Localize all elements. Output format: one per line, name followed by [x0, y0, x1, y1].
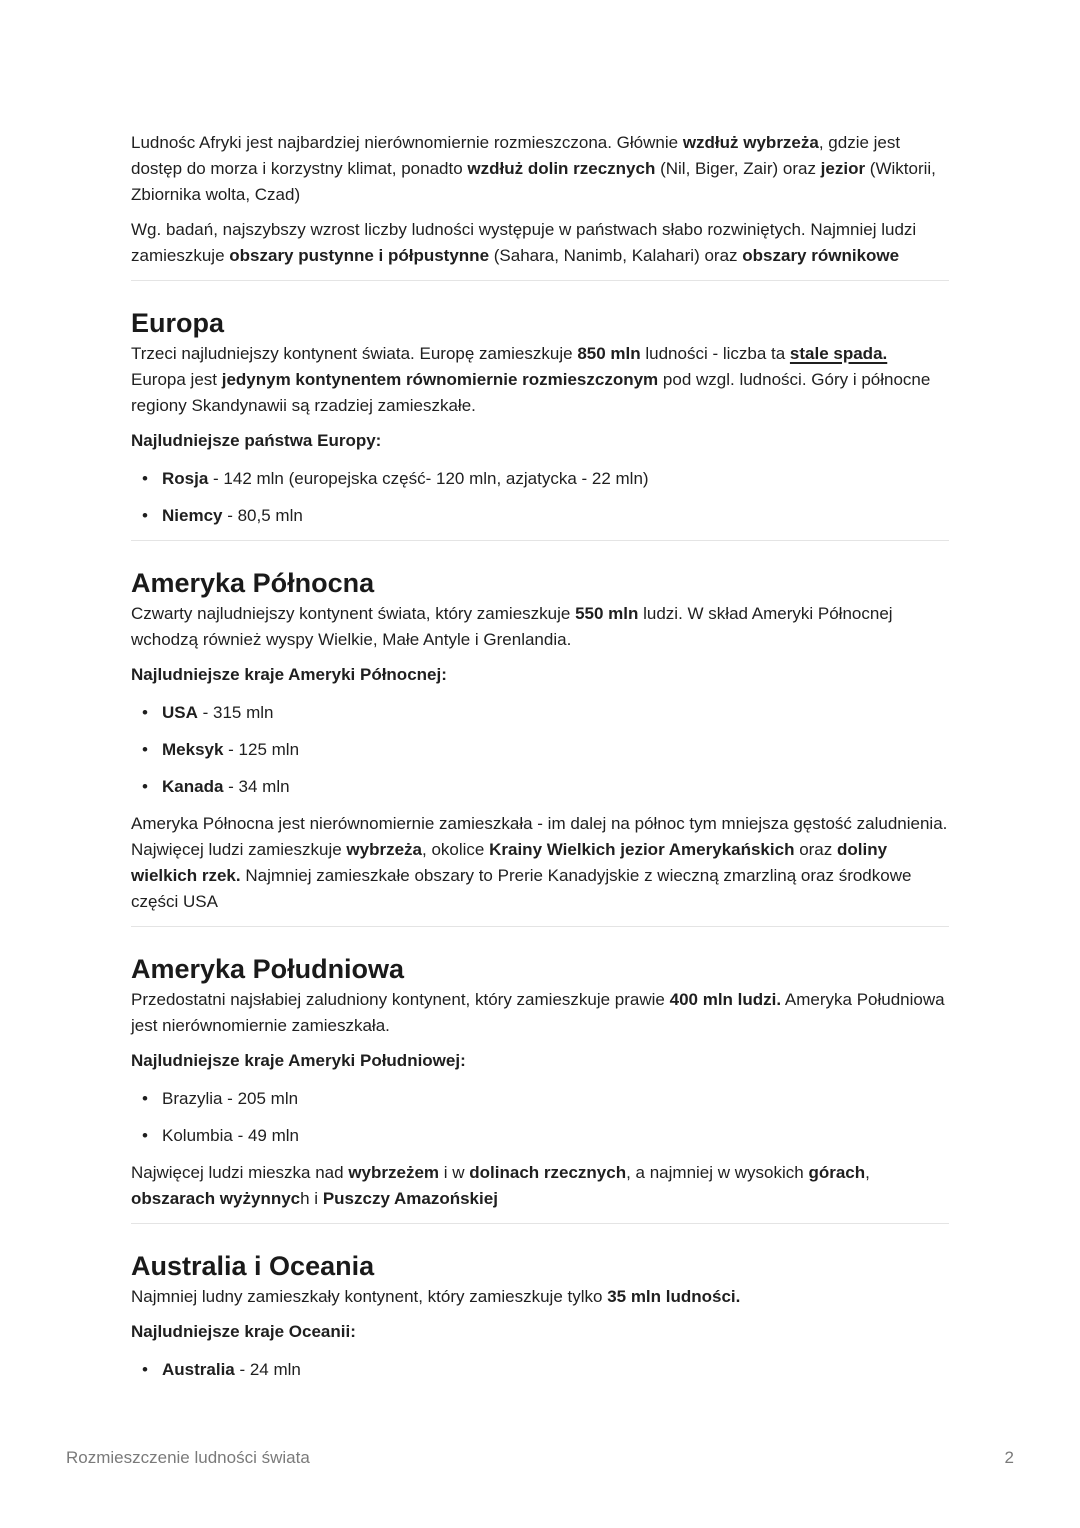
- section-heading-north-america: Ameryka Północna: [131, 568, 375, 598]
- bullet-icon: •: [142, 1089, 148, 1108]
- list-item: • USA - 315 mln: [131, 700, 949, 726]
- list-item: • Rosja - 142 mln (europejska część- 120 mln, azjatycka - 22 mln): [131, 466, 949, 492]
- list-item: • Brazylia - 205 mln: [131, 1086, 949, 1112]
- europe-paragraph-1: Trzeci najludniejszy kontynent świata. Europę zamieszkuje 850 mln ludności - liczba ta stale spada. Europa jest jedynym kontynentem równomiernie rozmieszczonym pod wzgl. ludności. Góry i północne regiony Skandynawii są rzadziej zamieszkałe.: [131, 344, 931, 415]
- divider: [131, 1223, 949, 1224]
- bullet-icon: •: [142, 1126, 148, 1145]
- africa-paragraph-2: Wg. badań, najszybszy wzrost liczby ludności występuje w państwach słabo rozwiniętych. Najmniej ludzi zamieszkuje obszary pustynne i półpustynne (Sahara, Nanimb, Kalahari) oraz obszary równikowe: [131, 220, 917, 265]
- list-item: • Niemcy - 80,5 mln: [131, 503, 949, 529]
- oceania-country-list: [131, 1357, 949, 1383]
- divider: [131, 540, 949, 541]
- north-america-list-label: Najludniejsze kraje Ameryki Północnej:: [131, 665, 447, 684]
- bullet-icon: •: [142, 1360, 148, 1379]
- north-america-country-list: [131, 700, 949, 800]
- south-america-country-list: [131, 1086, 949, 1149]
- bullet-icon: •: [142, 469, 148, 488]
- bullet-icon: •: [142, 703, 148, 722]
- bullet-icon: •: [142, 777, 148, 796]
- bullet-icon: •: [142, 740, 148, 759]
- footer-title: Rozmieszczenie ludności świata: [66, 1448, 310, 1467]
- page-footer: [66, 1448, 1014, 1468]
- north-america-paragraph-1: Czwarty najludniejszy kontynent świata, który zamieszkuje 550 mln ludzi. W skład Ameryki Północnej wchodzą również wyspy Wielkie, Małe Antyle i Grenlandia.: [131, 604, 893, 649]
- document-body: [131, 130, 949, 1394]
- list-item: • Meksyk - 125 mln: [131, 737, 949, 763]
- divider: [131, 280, 949, 281]
- europe-list-label: Najludniejsze państwa Europy:: [131, 431, 382, 450]
- list-item: • Kanada - 34 mln: [131, 774, 949, 800]
- north-america-paragraph-2: Ameryka Północna jest nierównomiernie zamieszkała - im dalej na północ tym mniejsza gęstość zaludnienia. Najwięcej ludzi zamieszkuje wybrzeża, okolice Krainy Wielkich jezior Amerykańskich oraz doliny wielkich rzek. Najmniej zamieszkałe obszary to Prerie Kanadyjskie z wieczną zmarzliną oraz środkowe części USA: [131, 814, 948, 911]
- section-heading-europe: Europa: [131, 308, 225, 338]
- list-item: • Kolumbia - 49 mln: [131, 1123, 949, 1149]
- south-america-list-label: Najludniejsze kraje Ameryki Południowej:: [131, 1051, 466, 1070]
- bullet-icon: •: [142, 506, 148, 525]
- south-america-paragraph-2: Najwięcej ludzi mieszka nad wybrzeżem i w dolinach rzecznych, a najmniej w wysokich górach, obszarach wyżynnych i Puszczy Amazońskiej: [131, 1163, 870, 1208]
- page-number: 2: [1004, 1448, 1014, 1467]
- oceania-list-label: Najludniejsze kraje Oceanii:: [131, 1322, 356, 1341]
- list-item: • Australia - 24 mln: [131, 1357, 949, 1383]
- section-heading-south-america: Ameryka Południowa: [131, 954, 405, 984]
- divider: [131, 926, 949, 927]
- section-heading-oceania: Australia i Oceania: [131, 1251, 375, 1281]
- africa-paragraph-1: Ludnośc Afryki jest najbardziej nierównomiernie rozmieszczona. Głównie wzdłuż wybrzeża, gdzie jest dostęp do morza i korzystny klimat, ponadto wzdłuż dolin rzecznych (Nil, Biger, Zair) oraz jezior (Wiktorii, Zbiornika wolta, Czad): [131, 133, 936, 204]
- europe-country-list: [131, 466, 949, 529]
- south-america-paragraph-1: Przedostatni najsłabiej zaludniony kontynent, który zamieszkuje prawie 400 mln ludzi. Ameryka Południowa jest nierównomiernie zamieszkała.: [131, 990, 945, 1035]
- oceania-paragraph-1: Najmniej ludny zamieszkały kontynent, który zamieszkuje tylko 35 mln ludności.: [131, 1287, 741, 1306]
